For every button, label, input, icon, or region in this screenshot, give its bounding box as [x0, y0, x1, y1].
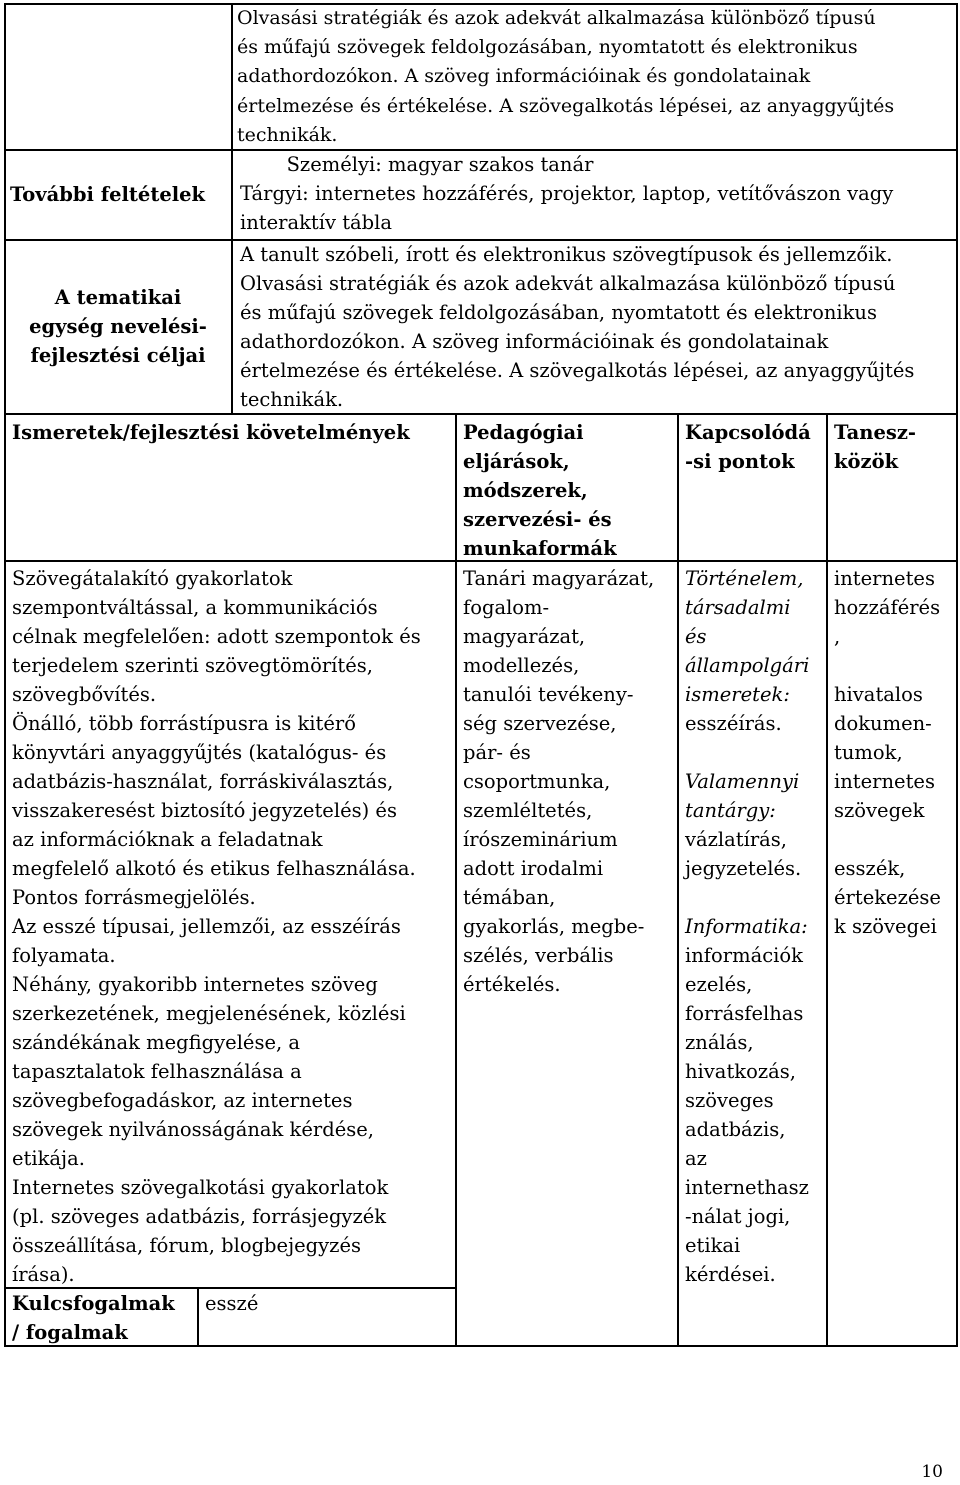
methods-line: szemléltetés,	[463, 799, 593, 822]
connections-line: ismeretek:	[685, 683, 790, 706]
page-number: 10	[921, 1462, 943, 1482]
tools-line: internetes	[834, 567, 935, 590]
conditions-line: Tárgyi: internetes hozzáférés, projektor, laptop, vetítővászon vagy	[240, 182, 894, 205]
connections-line: etikai	[685, 1234, 741, 1257]
connections-line: forrásfelhas	[685, 1002, 804, 1025]
goals-line: Olvasási stratégiák és azok adekvát alkalmazása különböző típusú	[240, 272, 896, 295]
requirements-line: Önálló, több forrástípusra is kitérő	[12, 712, 356, 735]
requirements-line: visszakeresést biztosító jegyzetelés) és	[12, 799, 397, 822]
requirements-line: szempontváltással, a kommunikációs	[12, 596, 378, 619]
requirements-line: szerkezetének, megjelenésének, közlési	[12, 1002, 406, 1025]
tools-line	[834, 825, 954, 854]
requirements-content	[12, 564, 452, 1289]
methods-header-line: munkaformák	[463, 537, 617, 560]
methods-line: magyarázat,	[463, 625, 586, 648]
methods-line: fogalom-	[463, 596, 550, 619]
methods-header-line: módszerek,	[463, 479, 588, 502]
methods-line: értékelés.	[463, 973, 561, 996]
methods-line: pár- és	[463, 741, 531, 764]
connections-line: Informatika:	[685, 915, 808, 938]
conditions-text	[240, 150, 955, 237]
requirements-line: adatbázis-használat, forráskiválasztás,	[12, 770, 394, 793]
goals-line: technikák.	[240, 388, 344, 411]
connections-line: szöveges	[685, 1089, 774, 1112]
methods-header	[463, 418, 675, 563]
connections-line	[685, 883, 825, 912]
tools-line: ,	[834, 625, 841, 648]
methods-content	[463, 564, 675, 999]
methods-header-line: eljárások,	[463, 450, 570, 473]
tools-column-divider	[826, 413, 828, 1346]
keywords-divider	[197, 1287, 199, 1346]
tools-line: szövegek	[834, 799, 925, 822]
connections-header-line: Kapcsolódá	[685, 421, 811, 444]
top-block-line: adathordozókon. A szöveg információinak és gondolatainak	[237, 65, 811, 88]
requirements-line: Az esszé típusai, jellemzői, az esszéírás	[12, 915, 401, 938]
tools-header	[834, 418, 954, 476]
keywords-label	[12, 1289, 197, 1347]
requirements-line: könyvtári anyaggyűjtés (katalógus- és	[12, 741, 387, 764]
connections-header	[685, 418, 825, 476]
methods-line: írószeminárium	[463, 828, 618, 851]
conditions-label-text: További feltételek	[10, 183, 206, 206]
methods-column-divider	[455, 413, 457, 1346]
goals-line: adathordozókon. A szöveg információinak és gondolatainak	[240, 330, 829, 353]
requirements-line: Internetes szövegalkotási gyakorlatok	[12, 1176, 389, 1199]
methods-line: adott irodalmi	[463, 857, 604, 880]
connections-line: állampolgári	[685, 654, 810, 677]
connections-line: Történelem,	[685, 567, 804, 590]
conditions-label	[10, 180, 232, 209]
connections-line: jegyzetelés.	[685, 857, 802, 880]
requirements-line: megfelelő alkotó és etikus felhasználása.	[12, 857, 416, 880]
methods-line: témában,	[463, 886, 556, 909]
methods-header-line: Pedagógiai	[463, 421, 584, 444]
goals-label-line: A tematikai	[54, 286, 182, 309]
tools-line: k szövegei	[834, 915, 937, 938]
requirements-line: szövegek nyilvánosságának kérdése,	[12, 1118, 374, 1141]
methods-line: Tanári magyarázat,	[463, 567, 655, 590]
top-block-line: Olvasási stratégiák és azok adekvát alkalmazása különböző típusú	[237, 7, 876, 29]
connections-line: tantárgy:	[685, 799, 776, 822]
table-right-border	[956, 3, 958, 1346]
connections-line: internethasz	[685, 1176, 809, 1199]
requirements-line: (pl. szöveges adatbázis, forrásjegyzék	[12, 1205, 387, 1228]
tools-line: hozzáférés	[834, 596, 941, 619]
connections-line: és	[685, 625, 707, 648]
requirements-line: szándékának megfigyelése, a	[12, 1031, 301, 1054]
methods-line: tanulói tevékeny-	[463, 683, 634, 706]
tools-line: tumok,	[834, 741, 903, 764]
connections-line: kérdései.	[685, 1263, 776, 1286]
tools-line: esszék,	[834, 857, 906, 880]
methods-line: modellezés,	[463, 654, 580, 677]
connections-line: információk	[685, 944, 803, 967]
keywords-value	[205, 1289, 453, 1318]
requirements-header-text: Ismeretek/fejlesztési követelmények	[12, 421, 410, 444]
top-block-text	[237, 4, 955, 150]
goals-line: A tanult szóbeli, írott és elektronikus szövegtípusok és jellemzőik.	[240, 243, 893, 266]
requirements-line: szövegbefogadáskor, az internetes	[12, 1089, 353, 1112]
tools-line: hivatalos	[834, 683, 923, 706]
requirements-line: terjedelem szerinti szövegtömörítés,	[12, 654, 373, 677]
goals-line: és műfajú szövegek feldolgozásában, nyomtatott és elektronikus	[240, 301, 877, 324]
requirements-line: Néhány, gyakoribb internetes szöveg	[12, 973, 378, 996]
connections-line	[685, 738, 825, 767]
requirements-line: írása).	[12, 1263, 75, 1286]
requirements-line: célnak megfelelően: adott szempontok és	[12, 625, 421, 648]
requirements-line: tapasztalatok felhasználása a	[12, 1060, 302, 1083]
requirements-line: összeállítása, fórum, blogbejegyzés	[12, 1234, 361, 1257]
keywords-value-text: esszé	[205, 1292, 259, 1315]
methods-header-line: szervezési- és	[463, 508, 612, 531]
goals-label-line: fejlesztési céljai	[30, 344, 206, 367]
top-block-line: értelmezése és értékelése. A szövegalkotás lépései, az anyaggyűjtés	[237, 94, 895, 117]
methods-line: gyakorlás, megbe-	[463, 915, 645, 938]
connections-line: ználás,	[685, 1031, 754, 1054]
tools-line: internetes	[834, 770, 935, 793]
tools-content	[834, 564, 954, 941]
methods-line: csoportmunka,	[463, 770, 611, 793]
connections-line: hivatkozás,	[685, 1060, 796, 1083]
goals-line: értelmezése és értékelése. A szövegalkotás lépései, az anyaggyűjtés	[240, 359, 915, 382]
goals-label-line: egység nevelési-	[29, 315, 207, 338]
methods-line: ség szervezése,	[463, 712, 617, 735]
conditions-line: interaktív tábla	[240, 211, 393, 234]
tools-line	[834, 651, 954, 680]
connections-line: -nálat jogi,	[685, 1205, 791, 1228]
connections-line: az	[685, 1147, 707, 1170]
top-block-line: és műfajú szövegek feldolgozásában, nyomtatott és elektronikus	[237, 36, 858, 59]
table-left-border	[4, 3, 6, 1346]
connections-line: Valamennyi	[685, 770, 800, 793]
keywords-label-line: Kulcsfogalmak	[12, 1292, 175, 1315]
requirements-header	[12, 418, 452, 447]
tools-header-line: Tanesz-	[834, 421, 917, 444]
methods-line: szélés, verbális	[463, 944, 614, 967]
top-block-line: technikák.	[237, 123, 338, 146]
requirements-line: Szövegátalakító gyakorlatok	[12, 567, 293, 590]
goals-text	[240, 240, 955, 414]
requirements-line: folyamata.	[12, 944, 116, 967]
requirements-line: szövegbővítés.	[12, 683, 157, 706]
connections-column-divider	[677, 413, 679, 1346]
tools-header-line: közök	[834, 450, 899, 473]
requirements-line: az információknak a feladatnak	[12, 828, 323, 851]
connections-content	[685, 564, 825, 1289]
keywords-label-line: / fogalmak	[12, 1321, 128, 1344]
conditions-line: Személyi: magyar szakos tanár	[286, 153, 594, 176]
connections-line: társadalmi	[685, 596, 791, 619]
tools-line: dokumen-	[834, 712, 932, 735]
connections-header-line: -si pontok	[685, 450, 795, 473]
connections-line: adatbázis,	[685, 1118, 786, 1141]
connections-line: esszéírás.	[685, 712, 782, 735]
connections-line: ezelés,	[685, 973, 753, 996]
goals-label	[4, 283, 232, 370]
requirements-line: Pontos forrásmegjelölés.	[12, 886, 256, 909]
tools-line: értekezése	[834, 886, 941, 909]
connections-line: vázlatírás,	[685, 828, 788, 851]
requirements-line: etikája.	[12, 1147, 85, 1170]
